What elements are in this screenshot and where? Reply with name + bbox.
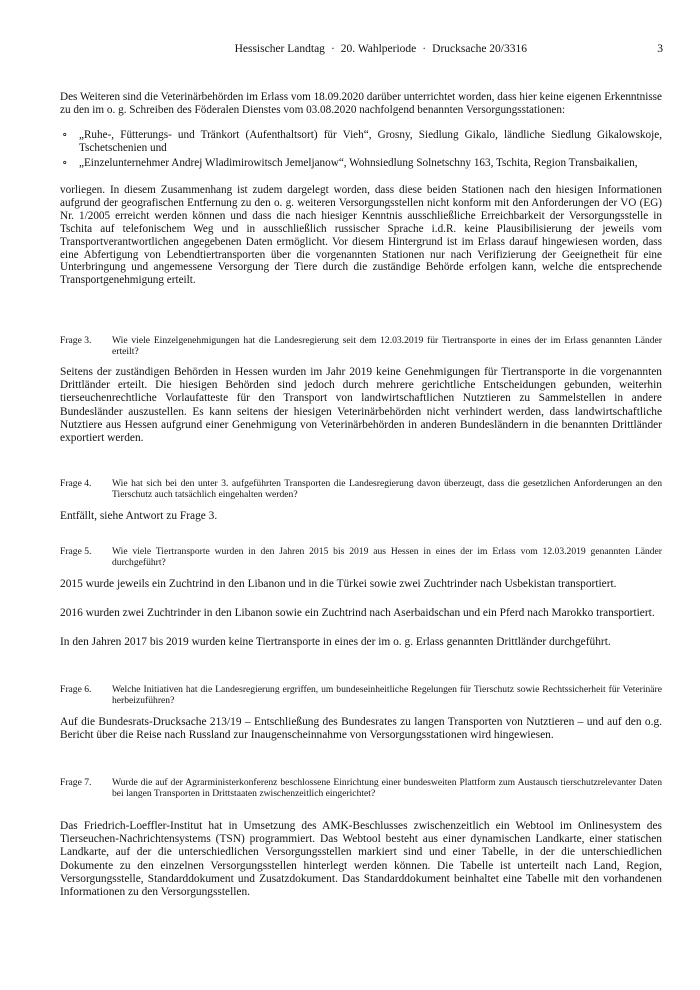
question-text: Welche Initiativen hat die Landesregierung ergriffen, um bundeseinheitliche Regelungen für Tierschutz sowie Rechtssicherheit für Veterinäre herbeizuführen? <box>112 684 662 706</box>
continuation-paragraph: vorliegen. In diesem Zusammenhang ist zudem dargelegt worden, dass diese beiden Stationen nach den hiesigen Informationen aufgrund der geografischen Entfernung zu den o. g. weiteren Versorgungsstellen nicht konform mit den Anforderungen der VO (EG) Nr. 1/2005 erreicht werden können und dass die nach hiesiger Kenntnis ausschließliche Erreichbarkeit der Versorgungsstelle in Tschita auf telefonischem Weg und in ausschließlich russischer Sprache i.d.R. keine Plausibilisierung der jeweils vom Transportverantwortlichen angegebenen Daten ermöglicht. Vor diesem Hintergrund ist im Erlass darauf hingewiesen worden, dass eine Abfertigung von Lebendtiertransporten über die vorgenannten Stationen nur nach Verifizierung der Geeignetheit für eine Unterbringung und angemessene Versorgung der Tiere durch die zuständige Behörde erfolgen kann, welche die entsprechende Transportgenehmigung erteilt. <box>60 184 662 287</box>
bullet-icon: ∘ <box>62 157 68 169</box>
question-label: Frage 6. <box>60 684 92 695</box>
answer-paragraph: Das Friedrich-Loeffler-Institut hat in Umsetzung des AMK-Beschlusses zwischenzeitlich ein Webtool im Onlinesystem des Tierseuchen-Nachrichtensystems (TSN) programmiert. Das Webtool besteht aus einer dynamischen Landkarte, einer statischen Landkarte, auf der die unterschiedlichen Versorgungsstellen markiert sind und einer Tabelle, in der die unterschiedlichen Dokumente zu den einzelnen Versorgungsstellen hinterlegt werden können. Die Tabelle ist unterteilt nach Land, Region, Versorgungsstelle, Standarddokument und Zusatzdokument. Das Standarddokument beinhaltet eine Tabelle mit den vorhandenen Informationen zu den Versorgungsstellen. <box>60 820 662 899</box>
question-text: Wie viele Tiertransporte wurden in den Jahren 2015 bis 2019 aus Hessen in eines der im Erlass vom 12.03.2019 genannten Länder durchgeführt? <box>112 546 662 568</box>
answer-paragraph: In den Jahren 2017 bis 2019 wurden keine Tiertransporte in eines der im o. g. Erlass genannten Drittländer durchgeführt. <box>60 636 611 648</box>
answer-paragraph: 2015 wurde jeweils ein Zuchtrind in den Libanon und in die Türkei sowie zwei Zuchtrinder nach Usbekistan transportiert. <box>60 578 617 590</box>
page-header <box>60 43 663 59</box>
header-separator: · <box>330 43 335 55</box>
list-item-text: „Einzelunternehmer Andrej Wladimirowitsch Jemeljanow“, Wohnsiedlung Solnetschny 163, Tschita, Region Transbaikalien, <box>79 157 638 169</box>
bullet-icon: ∘ <box>62 129 68 141</box>
question-label: Frage 4. <box>60 478 92 489</box>
question-label: Frage 5. <box>60 546 92 557</box>
question-text: Wurde die auf der Agrarministerkonferenz beschlossene Einrichtung einer bundesweiten Plattform zum Austausch tierschutzrelevanter Daten bei langen Transporten in Drittstaaten zwischenzeitlich eingerichtet? <box>112 777 662 799</box>
question-label: Frage 3. <box>60 335 92 346</box>
question-text: Wie viele Einzelgenehmigungen hat die Landesregierung seit dem 12.03.2019 für Tiertransporte in eines der im Erlass genannten Länder erteilt? <box>112 335 662 357</box>
question-label: Frage 7. <box>60 777 92 788</box>
answer-paragraph: 2016 wurden zwei Zuchtrinder in den Libanon sowie ein Zuchtrind nach Aserbaidschan und ein Pferd nach Marokko transportiert. <box>60 607 655 619</box>
header-period: 20. Wahlperiode <box>340 43 417 55</box>
page-number: 3 <box>657 43 663 55</box>
header-parliament: Hessischer Landtag <box>234 43 325 55</box>
header-drucksache: Drucksache 20/3316 <box>432 43 527 55</box>
answer-paragraph: Entfällt, siehe Antwort zu Frage 3. <box>60 510 218 522</box>
question-text: Wie hat sich bei den unter 3. aufgeführten Transporten die Landesregierung davon überzeugt, dass die gesetzlichen Anforderungen an den Tierschutz auch tatsächlich eingehalten werden? <box>112 478 662 500</box>
intro-paragraph: Des Weiteren sind die Veterinärbehörden im Erlass vom 18.09.2020 darüber unterrichtet worden, dass hier keine eigenen Erkenntnisse zu den im o. g. Schreiben des Föderalen Dienstes vom 03.08.2020 nachfolgend benannten Versorgungsstationen: <box>60 91 662 116</box>
list-item-text: „Ruhe-, Fütterungs- und Tränkort (Aufenthaltsort) für Vieh“, Grosny, Siedlung Gikalo, ländliche Siedlung Gikalowskoje, Tschetschenien und <box>79 129 662 154</box>
answer-paragraph: Seitens der zuständigen Behörden in Hessen wurden im Jahr 2019 keine Genehmigungen für Tiertransporte in die vorgenannten Drittländer erteilt. Die hiesigen Behörden sind jedoch durch mehrere gerichtliche Entscheidungen gebunden, weiterhin tierseuchenrechtliche Vorlaufatteste für den Transport von landwirtschaftlichen Nutztieren zu Sammelstellen in andere Bundesländer auszustellen. Es kann seitens der hiesigen Veterinärbehörden nicht verhindert werden, dass landwirtschaftliche Nutztiere aus Hessen aufgrund einer Genehmigung von Veterinärbehörden in anderen Bundesländern in die benannten Drittländer exportiert werden. <box>60 366 662 445</box>
header-separator: · <box>422 43 427 55</box>
header-info <box>235 43 527 55</box>
answer-paragraph: Auf die Bundesrats-Drucksache 213/19 – Entschließung des Bundesrates zu langen Transporten von Nutztieren – und auf den o.g. Bericht über die Reise nach Russland zur Inaugenscheinnahme von Versorgungsstationen wird hingewiesen. <box>60 716 662 742</box>
